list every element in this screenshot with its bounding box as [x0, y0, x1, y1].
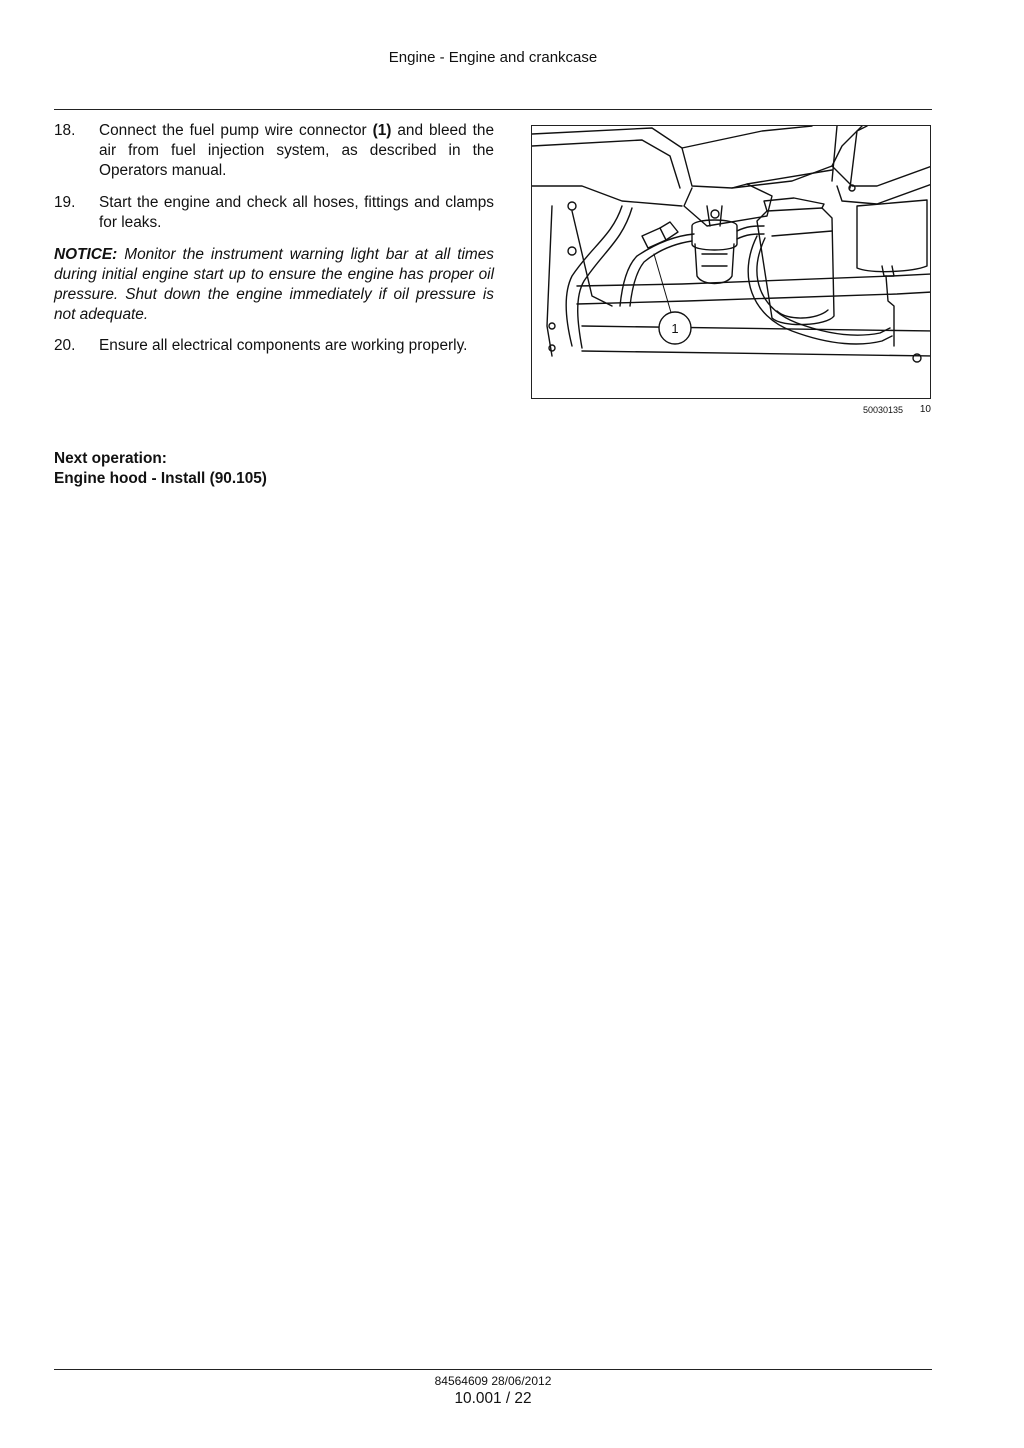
notice-tag: NOTICE: — [54, 246, 118, 263]
step-text-part: Connect the fuel pump wire connector — [99, 122, 373, 139]
step-20 — [54, 336, 494, 356]
next-operation-label: Next operation: — [54, 450, 167, 467]
step-number: 19. — [54, 194, 76, 211]
step-18 — [54, 121, 494, 181]
page-header-title: Engine - Engine and crankcase — [388, 49, 598, 66]
step-19 — [54, 193, 494, 233]
header-rule — [54, 109, 932, 110]
figure-number: 10 — [919, 404, 931, 415]
next-operation-link[interactable]: Engine hood - Install (90.105) — [54, 470, 267, 487]
step-number: 18. — [54, 122, 76, 139]
footer-page-number: 10.001 / 22 — [454, 1390, 532, 1407]
footer-rule — [54, 1369, 932, 1370]
instruction-column — [54, 121, 494, 368]
callout-reference: (1) — [372, 122, 392, 139]
notice-text: Monitor the instrument warning light bar at all times during initial engine start up to ensure the engine has proper oil pressure. Shut down the engine immediately if oil pressure is not adequate. — [54, 246, 494, 323]
footer-document-ref: 84564609 28/06/2012 — [434, 1374, 552, 1388]
step-number: 20. — [54, 337, 76, 354]
step-text — [99, 121, 494, 181]
next-operation — [54, 449, 267, 489]
engine-fuel-pump-illustration — [531, 125, 931, 399]
notice-block — [54, 245, 494, 325]
step-text-part: and bleed the air from fuel injection system, as described in the Operators manual. — [99, 122, 495, 179]
figure-callout-1: 1 — [671, 321, 679, 336]
step-text: Ensure all electrical components are working properly. — [99, 337, 468, 354]
line-drawing — [532, 126, 931, 399]
step-text: Start the engine and check all hoses, fittings and clamps for leaks. — [99, 194, 494, 231]
figure-code: 50030135 — [862, 405, 903, 415]
